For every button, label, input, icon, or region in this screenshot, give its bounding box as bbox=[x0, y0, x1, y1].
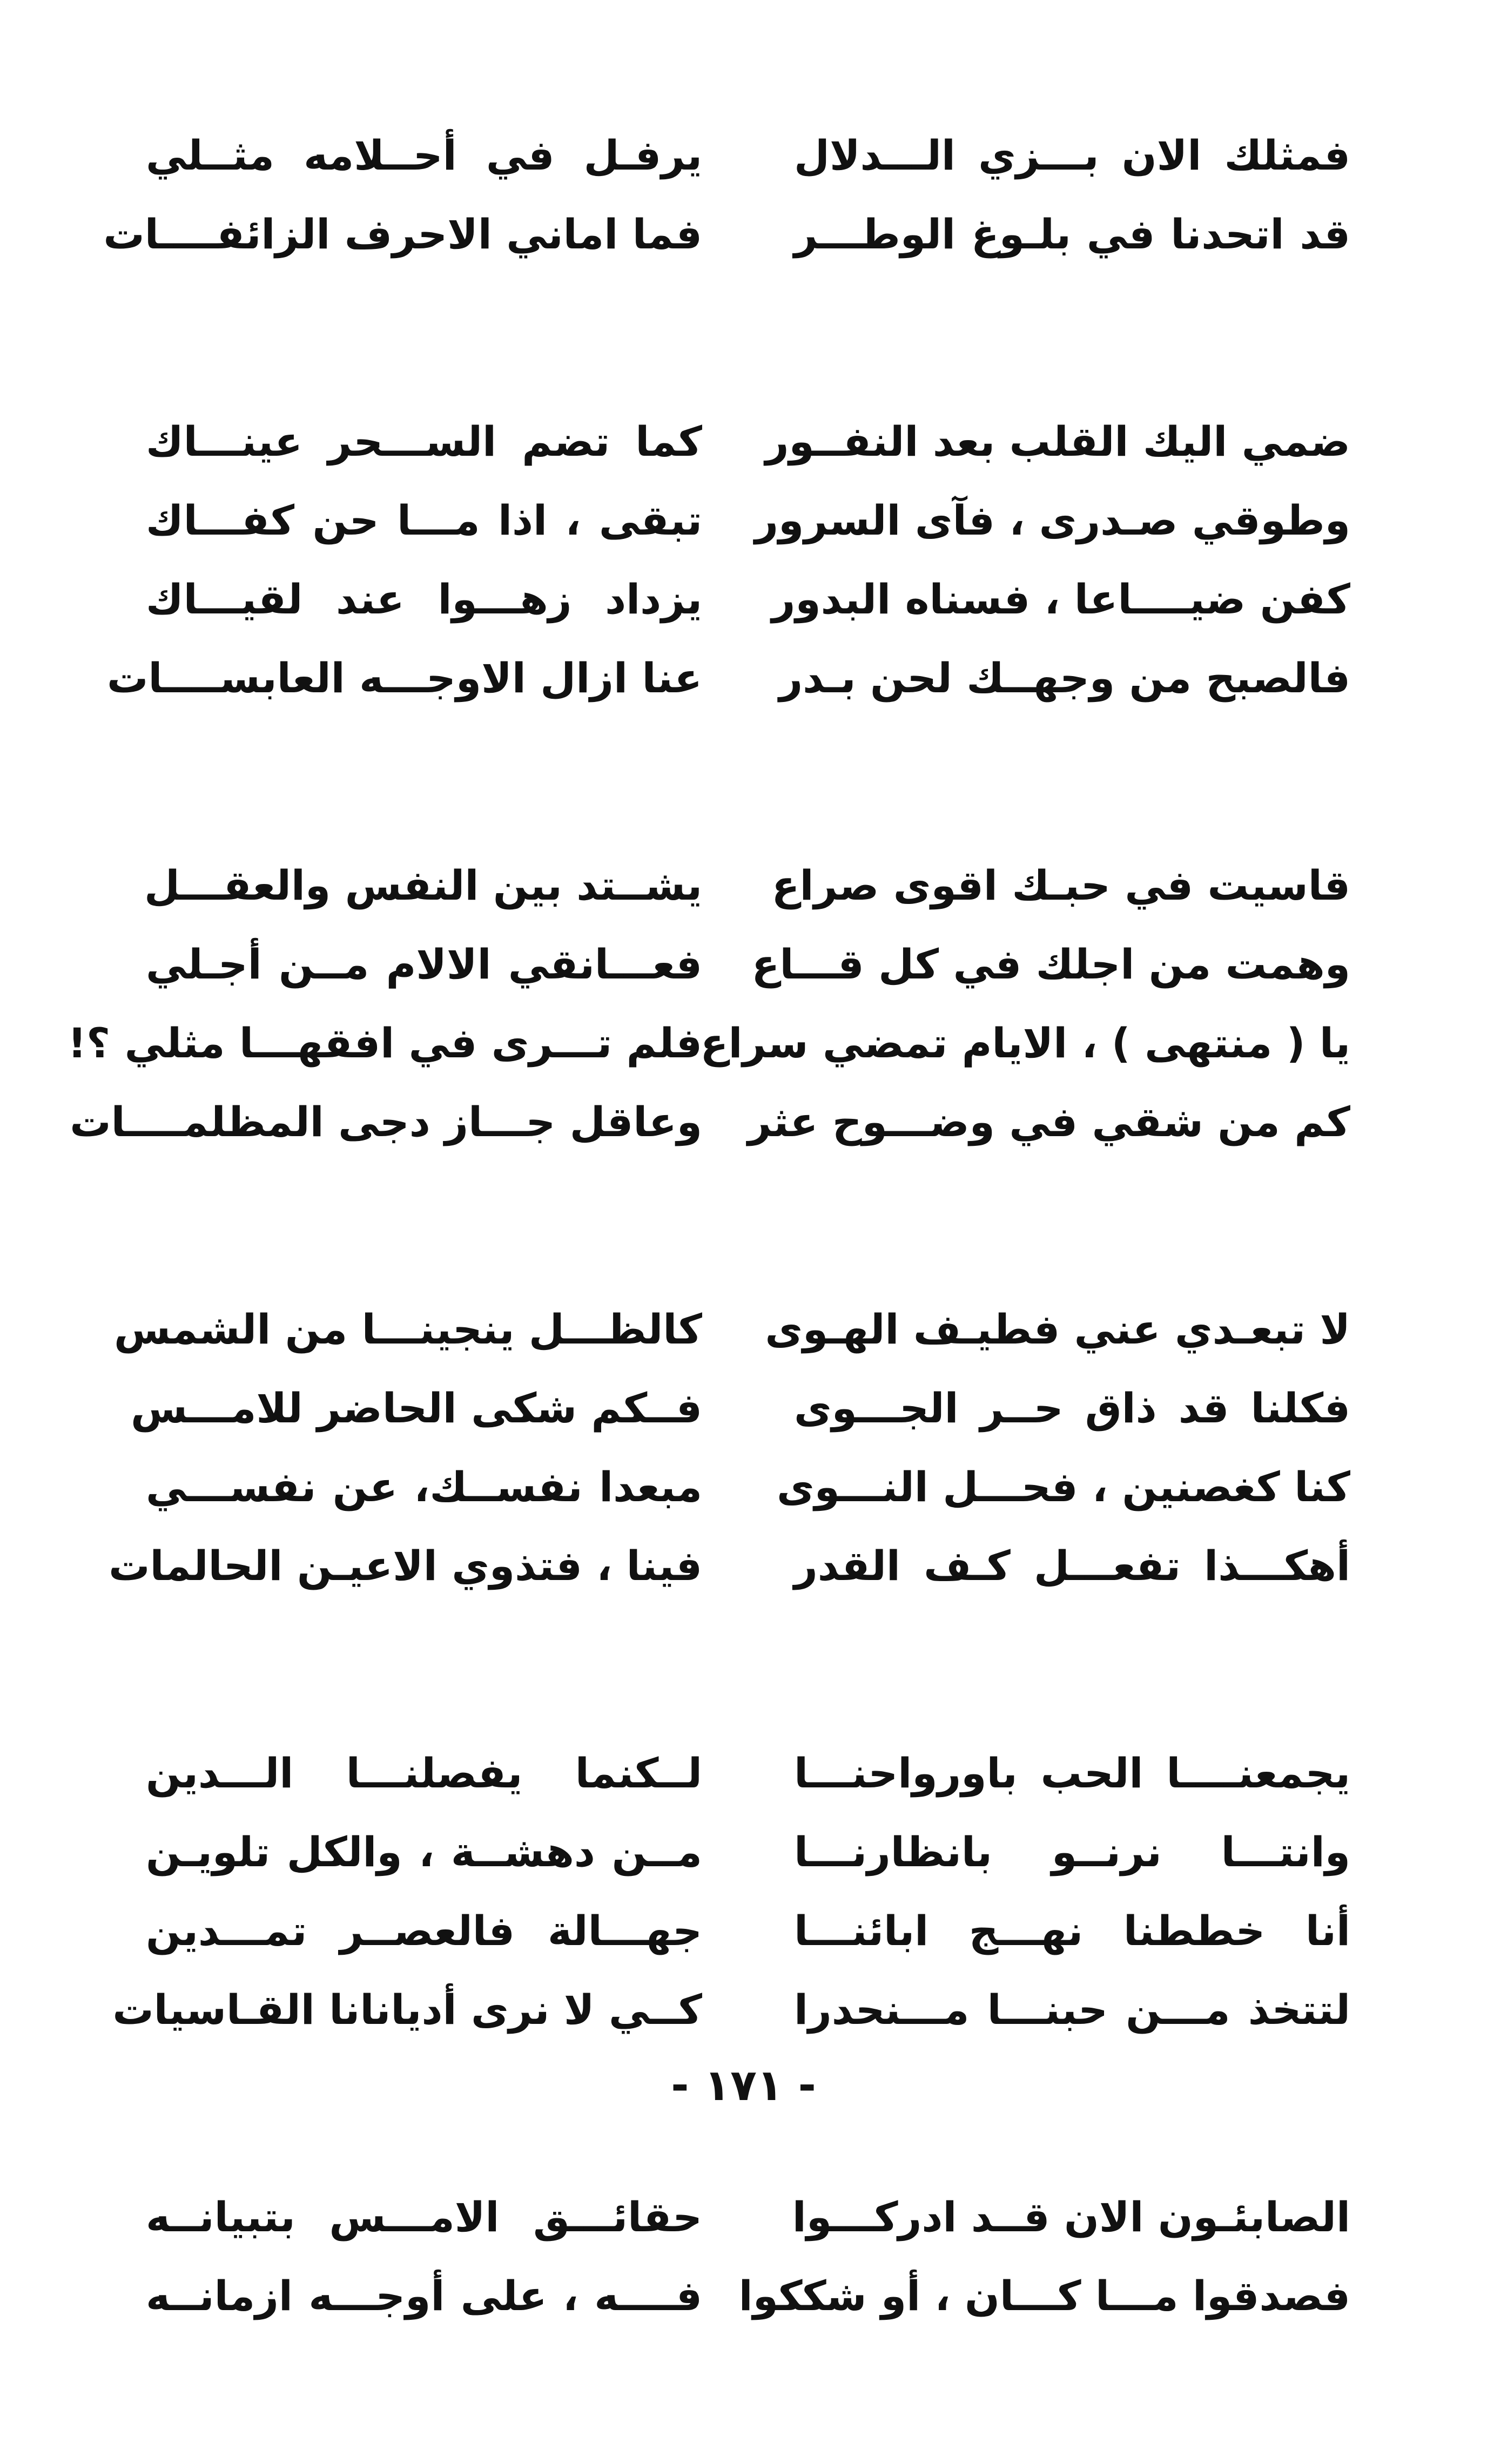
first-hemistich: فالصبح من وجهــك لحن بـدر bbox=[779, 654, 1350, 702]
verse-line bbox=[131, 1369, 1350, 1448]
second-hemistich: مــن دهشــة ، والكل تلويـن bbox=[146, 1828, 702, 1876]
verse-line bbox=[146, 560, 1350, 639]
verse-line bbox=[146, 1813, 1350, 1892]
verse-line bbox=[146, 1448, 1350, 1527]
first-hemistich: يا ( منتهى ) ، الايام تمضي سراع bbox=[700, 1019, 1350, 1067]
second-hemistich: يزداد زهـــوا عند لقيـــاك bbox=[146, 575, 702, 623]
second-hemistich: فما اماني الاحرف الزائفــــات bbox=[103, 210, 702, 258]
second-hemistich: تبقى ، اذا مـــا حن كفـــاك bbox=[146, 496, 702, 544]
first-hemistich: أهكـــذا تفعـــل كـف القدر bbox=[794, 1542, 1350, 1590]
first-hemistich: فكلنا قد ذاق حــر الجـــوى bbox=[794, 1384, 1350, 1432]
first-hemistich: وانتـــا نرنــو بانظارنـــا bbox=[794, 1828, 1350, 1876]
first-hemistich: كفن ضيــــاعا ، فسناه البدور bbox=[771, 575, 1350, 623]
stanza bbox=[109, 1290, 1350, 1605]
verse-line bbox=[109, 1527, 1350, 1605]
verse-line bbox=[146, 116, 1350, 195]
second-hemistich: يرفـل في أحــلامه مثــلي bbox=[146, 131, 702, 179]
first-hemistich: قاسيت في حبـك اقوى صراع bbox=[771, 861, 1350, 909]
stanza bbox=[146, 2178, 1350, 2335]
verse-line bbox=[70, 1083, 1350, 1162]
second-hemistich: فعـــانقي الالام مــن أجـلي bbox=[146, 940, 702, 988]
second-hemistich: يشــتد بين النفس والعقـــل bbox=[144, 861, 702, 909]
verse-line bbox=[103, 195, 1350, 274]
verse-line bbox=[146, 2178, 1350, 2257]
first-hemistich: أنا خططنا نهـــج ابائنـــا bbox=[794, 1907, 1350, 1955]
first-hemistich: لا تبعـدي عني فطيـف الهـوى bbox=[765, 1305, 1350, 1353]
second-hemistich: فلم تـــرى في افقهـــا مثلي ؟! bbox=[68, 1019, 702, 1067]
second-hemistich: فينا ، فتذوي الاعيـن الحالمات bbox=[109, 1542, 702, 1590]
second-hemistich: لــكنما يفصلنـــا الـــدين bbox=[146, 1749, 702, 1797]
verse-line bbox=[106, 639, 1350, 718]
verse-line bbox=[112, 1970, 1350, 2049]
second-hemistich: عنا ازال الاوجـــه العابســــات bbox=[106, 654, 702, 702]
verse-line bbox=[146, 2257, 1350, 2335]
second-hemistich: حقائـــق الامـــس بتبيانــه bbox=[146, 2193, 702, 2241]
page-number: - ١٧١ - bbox=[671, 2060, 816, 2110]
first-hemistich: لتتخذ مـــن حبنـــا مـــنحدرا bbox=[794, 1986, 1350, 2034]
verse-line bbox=[146, 402, 1350, 481]
second-hemistich: كما تضم الســـحر عينـــاك bbox=[146, 417, 702, 465]
second-hemistich: وعاقل جـــاز دجى المظلمــــات bbox=[70, 1098, 702, 1146]
verse-line bbox=[146, 846, 1350, 925]
verse-line bbox=[68, 1004, 1350, 1083]
second-hemistich: كــي لا نرى أديانانا القـاسيات bbox=[112, 1986, 702, 2034]
second-hemistich: كالظـــل ينجينـــا من الشمس bbox=[113, 1305, 702, 1353]
second-hemistich: مبعدا نفســك، عن نفســـي bbox=[146, 1463, 702, 1511]
stanza bbox=[106, 402, 1350, 718]
second-hemistich: جهـــالة فالعصــر تمـــدين bbox=[146, 1907, 702, 1955]
first-hemistich: كنا كغصنين ، فحـــل النـــوى bbox=[776, 1463, 1350, 1511]
first-hemistich: ضمي اليك القلب بعد النفــور bbox=[765, 417, 1350, 465]
verse-line bbox=[113, 1290, 1350, 1369]
poem-body bbox=[68, 116, 1350, 2464]
first-hemistich: وطوقي صـدرى ، فآى السرور bbox=[755, 496, 1350, 544]
verse-line bbox=[146, 481, 1350, 560]
verse-line bbox=[146, 1892, 1350, 1970]
verse-line bbox=[146, 1734, 1350, 1813]
second-hemistich: فــــه ، على أوجـــه ازمانــه bbox=[146, 2272, 702, 2320]
second-hemistich: فــكم شكى الحاضر للامـــس bbox=[131, 1384, 702, 1432]
verse-line bbox=[146, 925, 1350, 1004]
stanza bbox=[103, 116, 1350, 274]
first-hemistich: فمثلك الان بـــزي الـــدلال bbox=[794, 131, 1350, 179]
stanza bbox=[68, 846, 1350, 1162]
first-hemistich: وهمت من اجلك في كل قـــاع bbox=[751, 940, 1350, 988]
first-hemistich: الصابئـون الان قــد ادركـــوا bbox=[792, 2193, 1350, 2241]
first-hemistich: يجمعنــــا الحب باورواحنـــا bbox=[794, 1749, 1350, 1797]
first-hemistich: فصدقوا مـــا كـــان ، أو شككوا bbox=[738, 2272, 1350, 2320]
stanza bbox=[112, 1734, 1350, 2049]
first-hemistich: كم من شقي في وضـــوح عثر bbox=[748, 1098, 1350, 1146]
first-hemistich: قد اتحدنا في بلـوغ الوطـــر bbox=[794, 210, 1350, 258]
